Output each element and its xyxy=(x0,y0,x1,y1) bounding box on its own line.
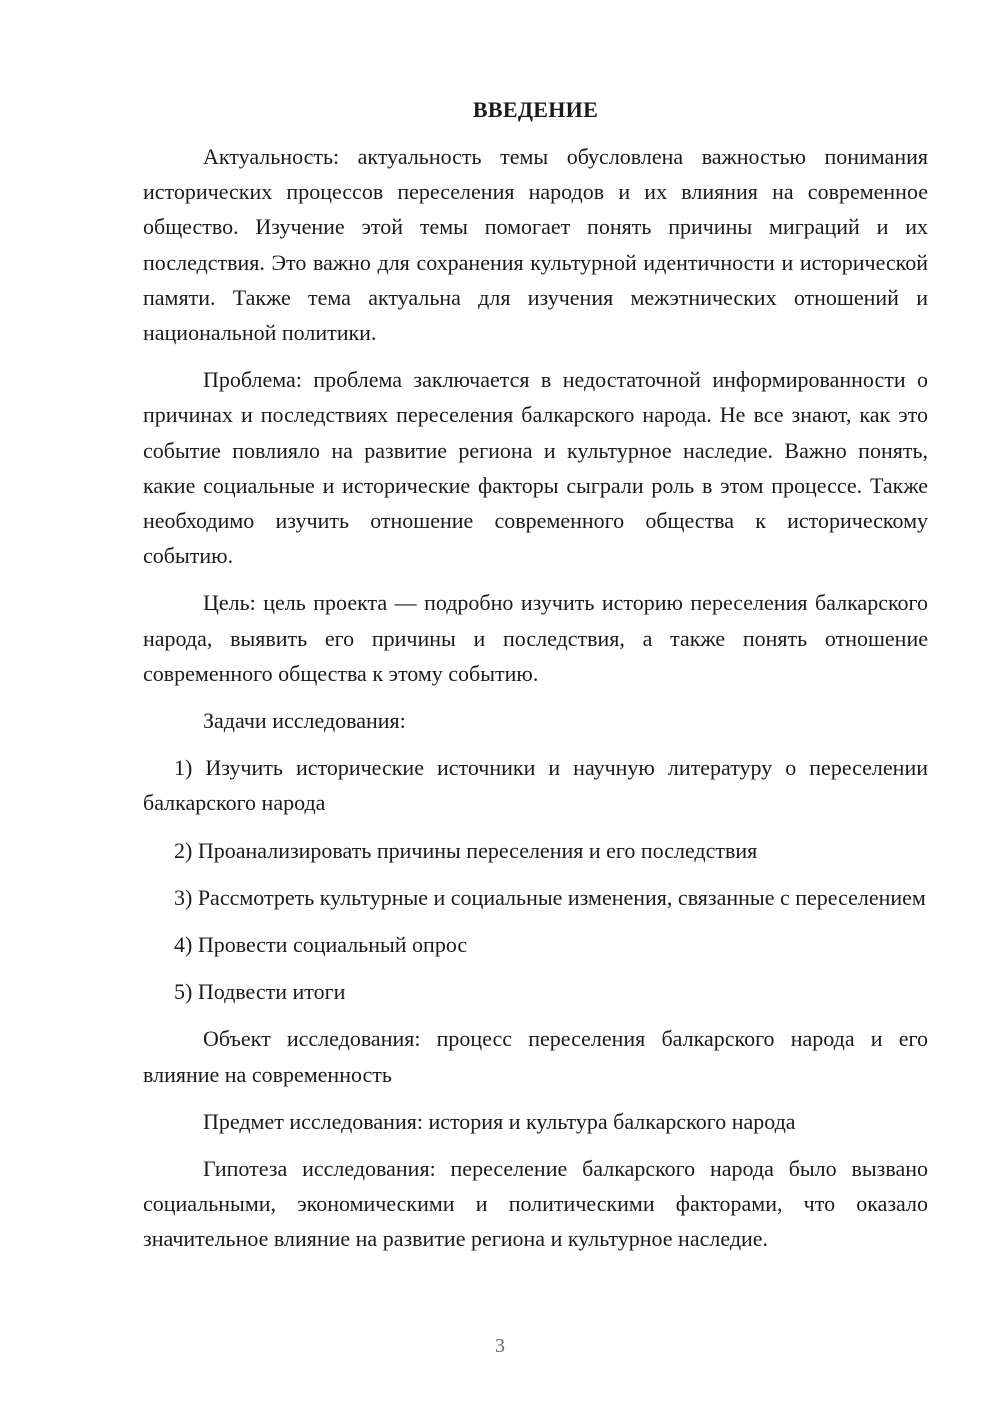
document-page xyxy=(143,95,928,1269)
task-item-2: 2) Проанализировать причины переселения и его последствия xyxy=(174,837,758,863)
relevance-paragraph: Актуальность: актуальность темы обусловлена важностью понимания исторических процессов переселения народов и их влияния на современное общество. Изучение этой темы помогает понять причины миграций и их последствия. Это важно для сохранения культурной идентичности и исторической памяти. Также тема актуальна для изучения межэтнических отношений и национальной политики. xyxy=(143,144,928,346)
task-item-1: 1) Изучить исторические источники и научную литературу о переселении балкарского народа xyxy=(143,755,928,816)
hypothesis-paragraph: Гипотеза исследования: переселение балкарского народа было вызвано социальными, экономическими и политическими факторами, что оказало значительное влияние на развитие региона и культурное наследие. xyxy=(143,1156,928,1252)
page-number: 3 xyxy=(495,1335,505,1357)
task-item-5: 5) Подвести итоги xyxy=(174,979,346,1005)
page-title: ВВЕДЕНИЕ xyxy=(472,97,599,122)
tasks-heading: Задачи исследования: xyxy=(203,708,406,734)
task-item-4: 4) Провести социальный опрос xyxy=(174,932,468,958)
task-item-3: 3) Рассмотреть культурные и социальные изменения, связанные с переселением xyxy=(174,884,926,910)
problem-paragraph: Проблема: проблема заключается в недостаточной информированности о причинах и последствиях переселения балкарского народа. Не все знают, как это событие повлияло на развитие региона и культурное наследие. Важно понять, какие социальные и исторические факторы сыграли роль в этом процессе. Также необходимо изучить отношение современного общества к историческому событию. xyxy=(143,367,928,569)
goal-paragraph: Цель: цель проекта — подробно изучить историю переселения балкарского народа, выявить его причины и последствия, а также понять отношение современного общества к этому событию. xyxy=(143,590,928,686)
object-paragraph: Объект исследования: процесс переселения балкарского народа и его влияние на современность xyxy=(143,1026,928,1087)
subject-paragraph: Предмет исследования: история и культура балкарского народа xyxy=(203,1108,796,1134)
